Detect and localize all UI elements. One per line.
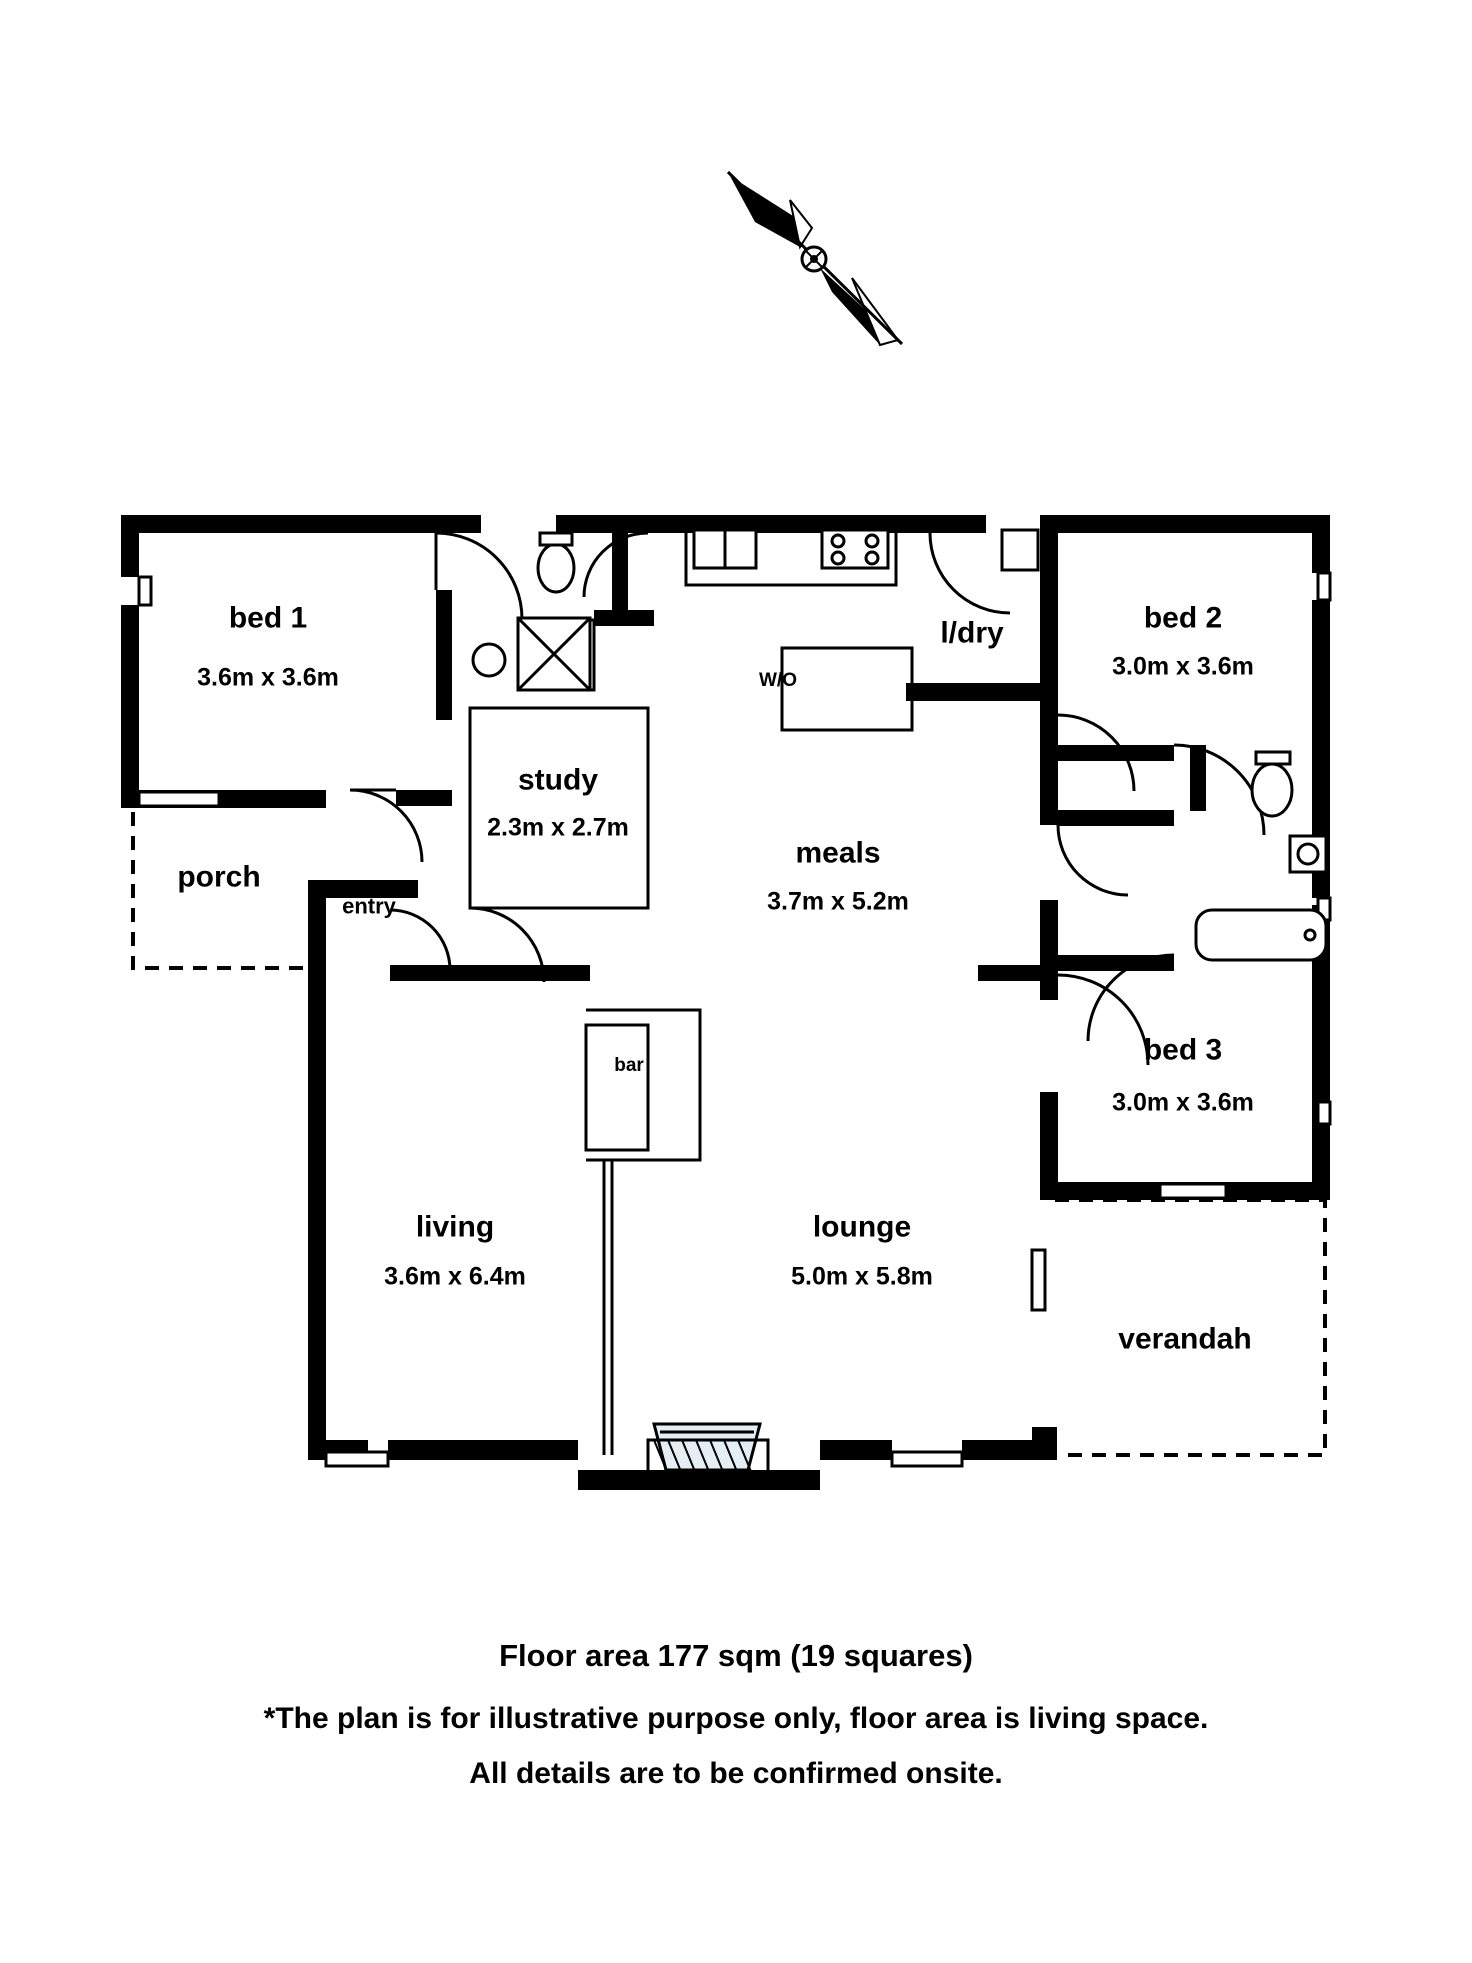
floor-area-text: Floor area 177 sqm (19 squares) bbox=[499, 1638, 973, 1673]
room-label-living: living bbox=[415, 1210, 495, 1244]
room-dim-lounge: 5.0m x 5.8m bbox=[791, 1262, 933, 1291]
disclaimer-line-1: *The plan is for illustrative purpose only, floor area is living space. bbox=[263, 1702, 1209, 1735]
label-entry: entry bbox=[342, 893, 396, 919]
room-dim-bed1: 3.6m x 3.6m bbox=[197, 663, 339, 692]
room-label-verandah: verandah bbox=[1118, 1322, 1252, 1356]
label-wall-oven: W/O bbox=[759, 670, 797, 692]
room-label-lounge: lounge bbox=[812, 1210, 912, 1244]
door-swings bbox=[350, 533, 1264, 1065]
room-label-bed2: bed 2 bbox=[1143, 601, 1223, 635]
north-arrow-icon bbox=[728, 172, 902, 345]
room-dim-bed2: 3.0m x 3.6m bbox=[1112, 652, 1254, 681]
room-dim-meals: 3.7m x 5.2m bbox=[767, 887, 909, 916]
disclaimer-line-2: All details are to be confirmed onsite. bbox=[469, 1757, 1003, 1790]
label-bar: bar bbox=[614, 1055, 644, 1077]
room-dim-study: 2.3m x 2.7m bbox=[487, 813, 629, 842]
room-label-bed3: bed 3 bbox=[1143, 1033, 1223, 1067]
room-label-bed1: bed 1 bbox=[228, 601, 308, 635]
room-dim-bed3: 3.0m x 3.6m bbox=[1112, 1088, 1254, 1117]
room-label-study: study bbox=[517, 763, 599, 797]
room-dim-living: 3.6m x 6.4m bbox=[384, 1262, 526, 1291]
room-label-meals: meals bbox=[795, 836, 881, 870]
room-label-porch: porch bbox=[177, 860, 261, 894]
room-label-laundry: l/dry bbox=[940, 616, 1004, 650]
